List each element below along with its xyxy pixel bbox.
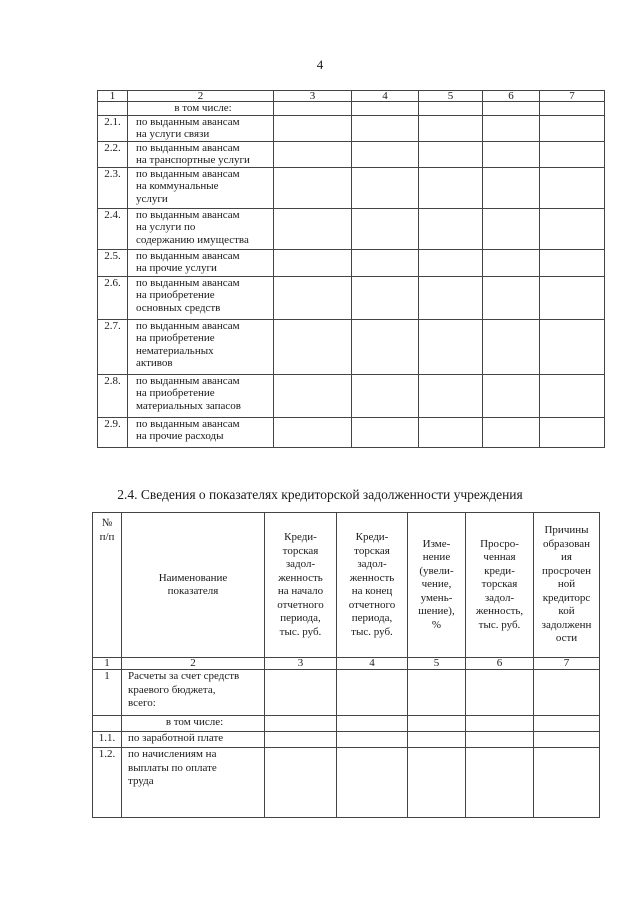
table-row bbox=[98, 319, 605, 374]
header-cell: Просро- ченная креди- торская задол- женность, тыс. руб. bbox=[466, 513, 534, 658]
row-name: по выданным авансам на прочие расходы bbox=[128, 417, 274, 447]
table-row bbox=[98, 141, 605, 167]
row-number: 2.6. bbox=[98, 276, 128, 319]
including-label: в том числе: bbox=[122, 716, 265, 732]
column-number: 3 bbox=[274, 91, 352, 102]
row-name: Расчеты за счет средств краевого бюджета, всего: bbox=[122, 670, 265, 716]
row-name: по выданным авансам на приобретение основных средств bbox=[128, 276, 274, 319]
column-number: 2 bbox=[128, 91, 274, 102]
row-number: 1.1. bbox=[93, 732, 122, 748]
row-number bbox=[93, 716, 122, 732]
header-row bbox=[93, 513, 600, 658]
page-number: 4 bbox=[316, 57, 324, 72]
column-number-row bbox=[98, 91, 605, 102]
row-number: 1 bbox=[93, 670, 122, 716]
table-row bbox=[98, 249, 605, 276]
row-number: 2.9. bbox=[98, 417, 128, 447]
row-name: по выданным авансам на услуги связи bbox=[128, 115, 274, 141]
row-number: 2.1. bbox=[98, 115, 128, 141]
row-name: по выданным авансам на прочие услуги bbox=[128, 249, 274, 276]
column-number: 1 bbox=[93, 658, 122, 670]
row-name: по выданным авансам на транспортные услуги bbox=[128, 141, 274, 167]
table-row bbox=[98, 374, 605, 417]
row-name: по начислениям на выплаты по оплате труда bbox=[122, 748, 265, 818]
table-row bbox=[98, 276, 605, 319]
column-number: 3 bbox=[265, 658, 337, 670]
column-number: 6 bbox=[483, 91, 540, 102]
row-number: 2.8. bbox=[98, 374, 128, 417]
table-row bbox=[98, 167, 605, 208]
table-row bbox=[98, 417, 605, 447]
header-cell: Изме- нение (увели- чение, умень- шение), % bbox=[408, 513, 466, 658]
row-name: по заработной плате bbox=[122, 732, 265, 748]
column-number: 4 bbox=[352, 91, 419, 102]
section-title: 2.4. Сведения о показателях кредиторской задолженности учреждения bbox=[117, 487, 523, 502]
row-number: 2.3. bbox=[98, 167, 128, 208]
column-number: 5 bbox=[419, 91, 483, 102]
column-number: 7 bbox=[540, 91, 605, 102]
column-number: 6 bbox=[466, 658, 534, 670]
column-number: 7 bbox=[534, 658, 600, 670]
table-row bbox=[98, 102, 605, 116]
header-cell: Причины образован ия просрочен ной кредиторс кой задолженн ости bbox=[534, 513, 600, 658]
header-cell: Креди- торская задол- женность на начало отчетного периода, тыс. руб. bbox=[265, 513, 337, 658]
receivables-table-continued bbox=[97, 90, 605, 448]
column-number-row bbox=[93, 658, 600, 670]
row-number: 2.4. bbox=[98, 208, 128, 249]
table-row bbox=[98, 208, 605, 249]
column-number: 4 bbox=[337, 658, 408, 670]
row-name: по выданным авансам на услуги по содержанию имущества bbox=[128, 208, 274, 249]
table-row bbox=[98, 115, 605, 141]
row-number: 2.5. bbox=[98, 249, 128, 276]
table-row bbox=[93, 732, 600, 748]
column-number: 5 bbox=[408, 658, 466, 670]
table-row bbox=[93, 670, 600, 716]
header-cell: № п/п bbox=[93, 513, 122, 658]
table-row bbox=[93, 716, 600, 732]
row-number: 2.2. bbox=[98, 141, 128, 167]
column-number: 2 bbox=[122, 658, 265, 670]
row-number: 2.7. bbox=[98, 319, 128, 374]
row-name: по выданным авансам на коммунальные услуги bbox=[128, 167, 274, 208]
header-cell: Креди- торская задол- женность на конец отчетного периода, тыс. руб. bbox=[337, 513, 408, 658]
row-name: по выданным авансам на приобретение нематериальных активов bbox=[128, 319, 274, 374]
row-number: 1.2. bbox=[93, 748, 122, 818]
row-name: по выданным авансам на приобретение материальных запасов bbox=[128, 374, 274, 417]
table-row bbox=[93, 748, 600, 818]
column-number: 1 bbox=[98, 91, 128, 102]
payables-table bbox=[92, 512, 600, 818]
including-label: в том числе: bbox=[128, 102, 274, 116]
header-cell: Наименование показателя bbox=[122, 513, 265, 658]
